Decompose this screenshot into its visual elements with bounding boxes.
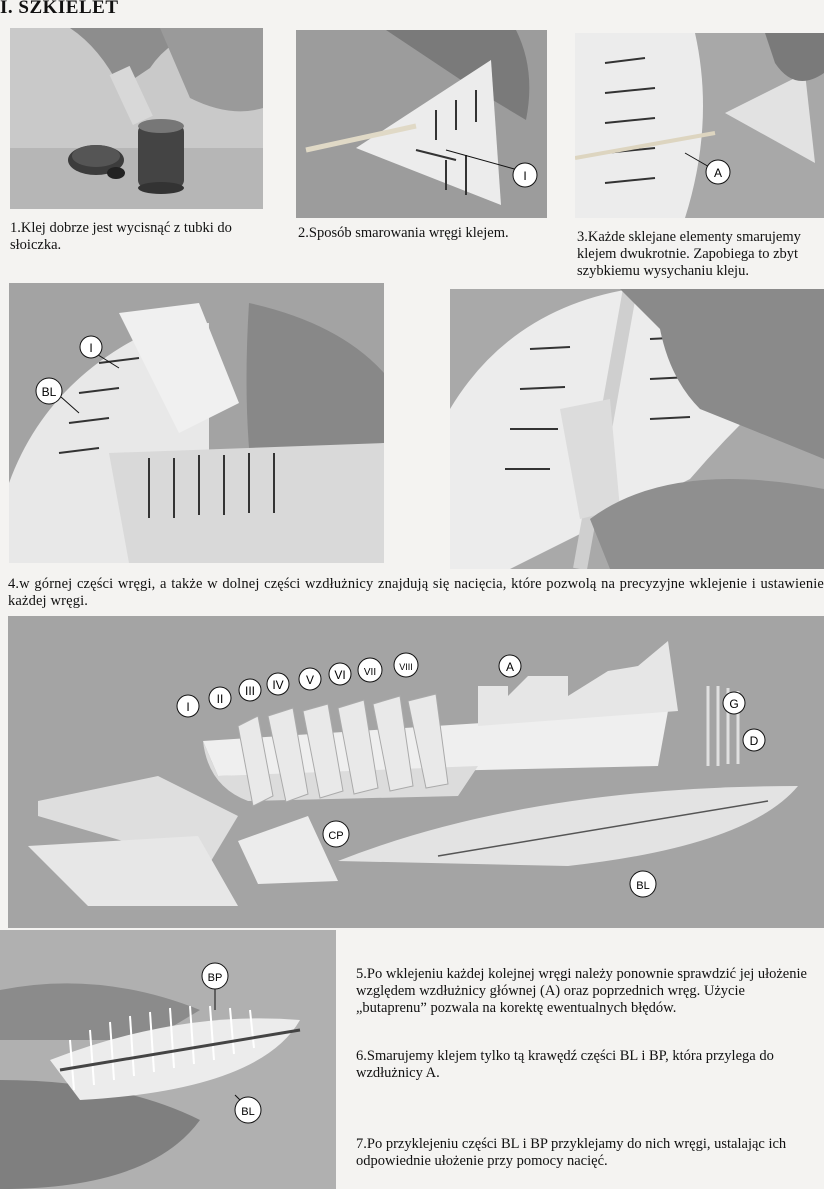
label-G: G [729,697,739,711]
label-BL: BL [241,1106,255,1118]
photo-skeleton-assembly [8,616,824,928]
label-A: A [505,660,515,674]
caption-5: 5.Po wklejeniu każdej kolejnej wręgi należy ponownie sprawdzić jej ułożenie względem wzdłużnicy głównej (A) oraz poprzednich wręg. Użycie „butaprenu” pozwala na korektę ewentualnych błędów. [356,966,807,1016]
label-BL: BL [41,385,57,399]
label-frame-1: I [186,700,190,714]
label-frame-2: II [216,692,224,706]
label-CP: CP [328,830,344,842]
label-BL: BL [636,880,650,892]
photo-hull-frames [0,930,336,1189]
label-frame-8: VIII [399,662,413,672]
photo-glue-frame [296,30,547,218]
label-frame-4: IV [272,678,284,692]
label-frame-6: VI [334,668,346,682]
photo-glue-twice [575,33,824,218]
label-I: I [89,341,93,355]
label-frame-3: III [244,684,256,698]
caption-1: 1.Klej dobrze jest wycisnąć z tubki do słoiczka. [10,220,232,253]
label-frame-7: VII [363,667,377,678]
photo-notches-right [450,289,824,569]
photo-glue-jar [10,28,263,209]
caption-6: 6.Smarujemy klejem tylko tą krawędź części BL i BP, która przylega do wzdłużnicy A. [356,1048,774,1081]
page-title: I. SZKIELET [0,0,119,18]
caption-7: 7.Po przyklejeniu części BL i BP przyklejamy do nich wręgi, ustalając ich odpowiednie ułożenie przy pomocy nacięć. [356,1136,787,1169]
label-A: A [713,166,723,180]
label-frame-5: V [305,673,315,687]
label-D: D [749,734,759,748]
label-I: I [523,169,527,183]
photo-notches-left [9,283,384,563]
caption-3: 3.Każde sklejane elementy smarujemy klejem dwukrotnie. Zapobiega to zbyt szybkiemu wysychaniu kleju. [577,229,801,279]
caption-4: 4.w górnej części wręgi, a także w dolnej części wzdłużnicy znajdują się nacięcia, które pozwolą na precyzyjne wklejenie i ustawienie każdej wręgi. [8,576,824,609]
caption-2: 2.Sposób smarowania wręgi klejem. [298,225,509,241]
label-BP: BP [207,972,223,984]
